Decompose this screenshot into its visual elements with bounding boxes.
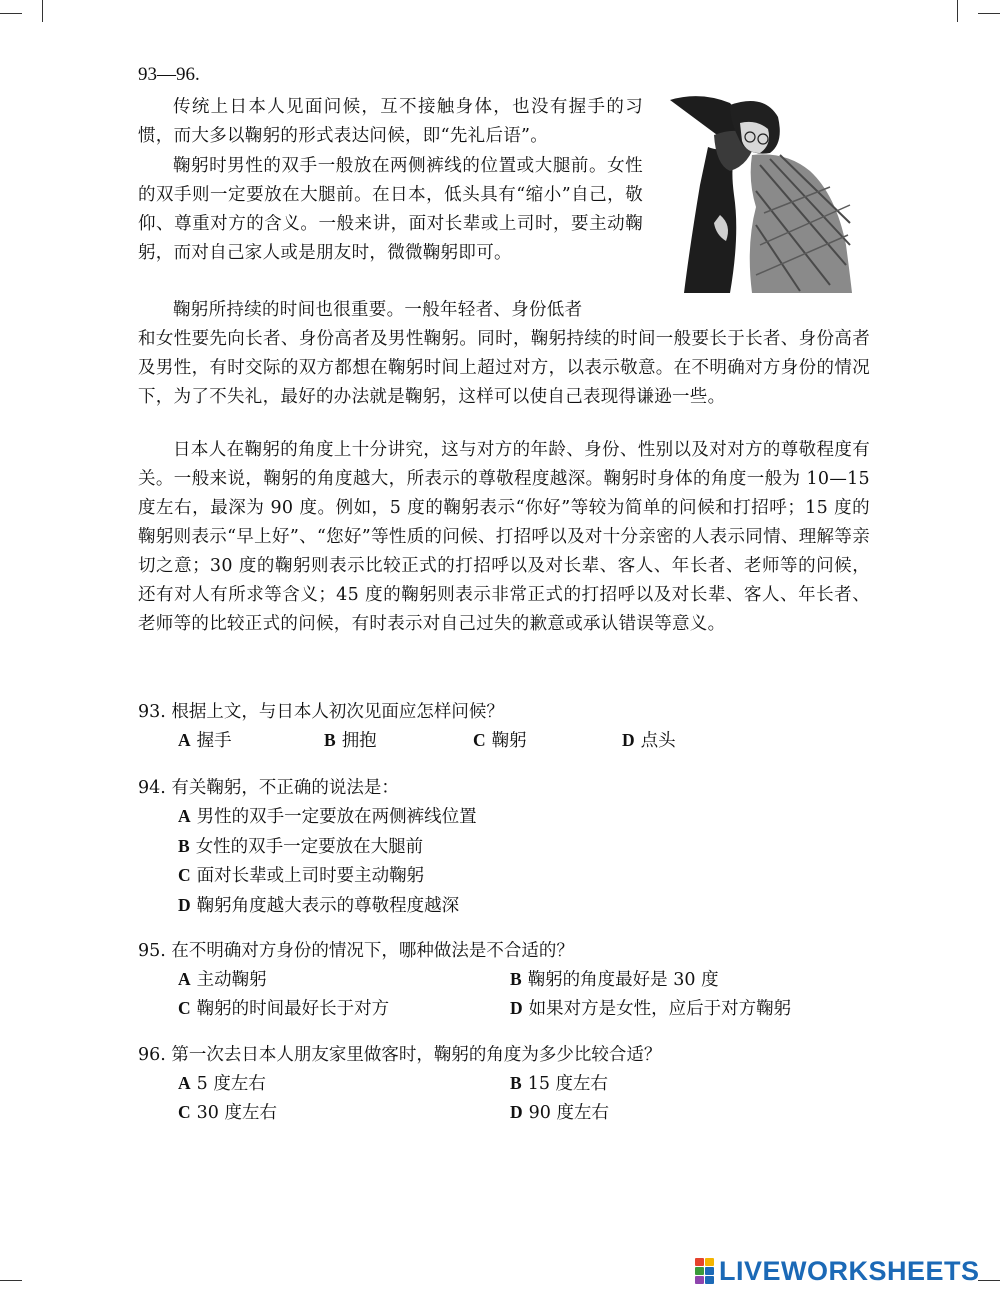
option-d[interactable] [138, 891, 870, 921]
option-letter: A [178, 730, 191, 750]
option-text: 拥抱 [341, 731, 377, 751]
option-b[interactable] [138, 832, 870, 862]
option-c[interactable] [178, 1098, 277, 1128]
options-row [138, 1098, 870, 1127]
crop-mark [978, 13, 1000, 14]
options-row [138, 994, 870, 1023]
option-text: 面对长辈或上司时要主动鞠躬 [196, 866, 425, 886]
option-letter: B [324, 730, 336, 750]
question-95 [138, 937, 870, 1023]
option-letter: A [178, 1073, 191, 1093]
question-93 [138, 698, 870, 755]
options-list [138, 802, 870, 920]
liveworksheets-icon [695, 1258, 715, 1284]
option-c[interactable] [473, 726, 527, 756]
option-letter: C [473, 730, 486, 750]
passage-paragraph: 传统上日本人见面问候，互不接触身体，也没有握手的习惯，而大多以鞠躬的形式表达问候，即“先礼后语”。 [138, 97, 643, 146]
question-96 [138, 1041, 870, 1127]
option-a[interactable] [178, 726, 232, 756]
crop-mark [0, 1280, 22, 1281]
option-text: 女性的双手一定要放在大腿前 [195, 836, 424, 857]
option-text: 如果对方是女性，应后于对方鞠躬 [528, 999, 792, 1019]
question-stem: 93. 根据上文，与日本人初次见面应怎样问候？ [138, 702, 504, 722]
option-letter: B [178, 835, 190, 856]
option-text: 15 度左右 [527, 1074, 609, 1094]
option-letter: D [510, 1102, 523, 1122]
option-letter: A [178, 806, 191, 826]
option-text: 主动鞠躬 [196, 970, 267, 990]
question-94 [138, 774, 870, 920]
crop-mark [0, 13, 22, 14]
option-text: 鞠躬的时间最好长于对方 [196, 999, 390, 1019]
option-letter: C [178, 998, 191, 1018]
option-letter: D [622, 730, 635, 750]
brand-name: LIVEWORKSHEETS [719, 1255, 980, 1286]
options-row [138, 965, 870, 994]
option-text: 点头 [640, 731, 676, 751]
options-row [138, 726, 870, 755]
crop-mark [978, 1280, 1000, 1281]
option-text: 鞠躬的角度最好是 30 度 [527, 970, 719, 990]
options-row [138, 1069, 870, 1098]
option-text: 5 度左右 [196, 1074, 266, 1094]
passage-paragraph: 鞠躬所持续的时间也很重要。一般年轻者、身份低者 [173, 300, 583, 320]
option-c[interactable] [138, 861, 870, 891]
option-text: 30 度左右 [196, 1103, 277, 1123]
option-d[interactable] [622, 726, 676, 756]
option-d[interactable] [510, 1098, 609, 1128]
question-stem: 94. 有关鞠躬，不正确的说法是： [138, 778, 399, 798]
option-d[interactable] [510, 994, 791, 1024]
option-letter: C [178, 865, 191, 885]
option-text: 鞠躬 [491, 731, 527, 751]
option-letter: B [510, 1073, 522, 1093]
section-title: 93—96. [138, 64, 200, 85]
option-b[interactable] [324, 726, 377, 756]
crop-mark [42, 0, 43, 22]
option-letter: A [178, 969, 191, 989]
liveworksheets-logo[interactable] [695, 1256, 980, 1286]
option-b[interactable] [510, 965, 719, 995]
option-b[interactable] [510, 1069, 608, 1099]
question-stem: 95. 在不明确对方身份的情况下，哪种做法是不合适的？ [138, 941, 574, 961]
option-letter: B [510, 969, 522, 989]
option-letter: C [178, 1102, 191, 1122]
option-text: 男性的双手一定要放在两侧裤线位置 [196, 807, 477, 827]
option-a[interactable] [138, 802, 870, 832]
crop-mark [957, 0, 958, 22]
option-text: 鞠躬角度越大表示的尊敬程度越深 [196, 895, 460, 916]
question-stem: 96. 第一次去日本人朋友家里做客时，鞠躬的角度为多少比较合适？ [138, 1045, 662, 1065]
passage-paragraph: 和女性要先向长者、身份高者及男性鞠躬。同时，鞠躬持续的时间一般要长于长者、身份高者及男性，有时交际的双方都想在鞠躬时间上超过对方，以表示敬意。在不明确对方身份的情况下，为了不失礼，最好的办法就是鞠躬，这样可以使自己表现得谦逊一些。 [138, 329, 870, 407]
option-c[interactable] [178, 994, 389, 1024]
bowing-photo [660, 95, 860, 295]
option-text: 握手 [196, 731, 232, 751]
passage-paragraph: 鞠躬时男性的双手一般放在两侧裤线的位置或大腿前。女性的双手则一定要放在大腿前。在日本，低头具有“缩小”自己，敬仰、尊重对方的含义。一般来讲，面对长辈或上司时，要主动鞠躬，而对自己家人或是朋友时，微微鞠躬即可。 [138, 156, 643, 263]
passage-paragraph: 日本人在鞠躬的角度上十分讲究，这与对方的年龄、身份、性别以及对对方的尊敬程度有关。一般来说，鞠躬的角度越大，所表示的尊敬程度越深。鞠躬时身体的角度一般为 10—15 度左右，最深为 90 度。例如，5 度的鞠躬表示“你好”等较为简单的问候和打招呼；15 度的鞠躬则表示“早上好”、“您好”等性质的问候、打招呼以及对十分亲密的人表示同情、理解等亲切之意；30 度的鞠躬则表示比较正式的打招呼以及对长辈、客人、年长者、老师等的问候，还有对人有所求等含义；45 度的鞠躬则表示非常正式的打招呼以及对长辈、客人、年长者、老师等的比较正式的问候，有时表示对自己过失的歉意或承认错误等意义。 [138, 440, 870, 634]
option-letter: D [178, 894, 191, 915]
option-text: 90 度左右 [528, 1103, 609, 1123]
option-letter: D [510, 998, 523, 1018]
option-a[interactable] [178, 1069, 266, 1099]
option-a[interactable] [178, 965, 267, 995]
